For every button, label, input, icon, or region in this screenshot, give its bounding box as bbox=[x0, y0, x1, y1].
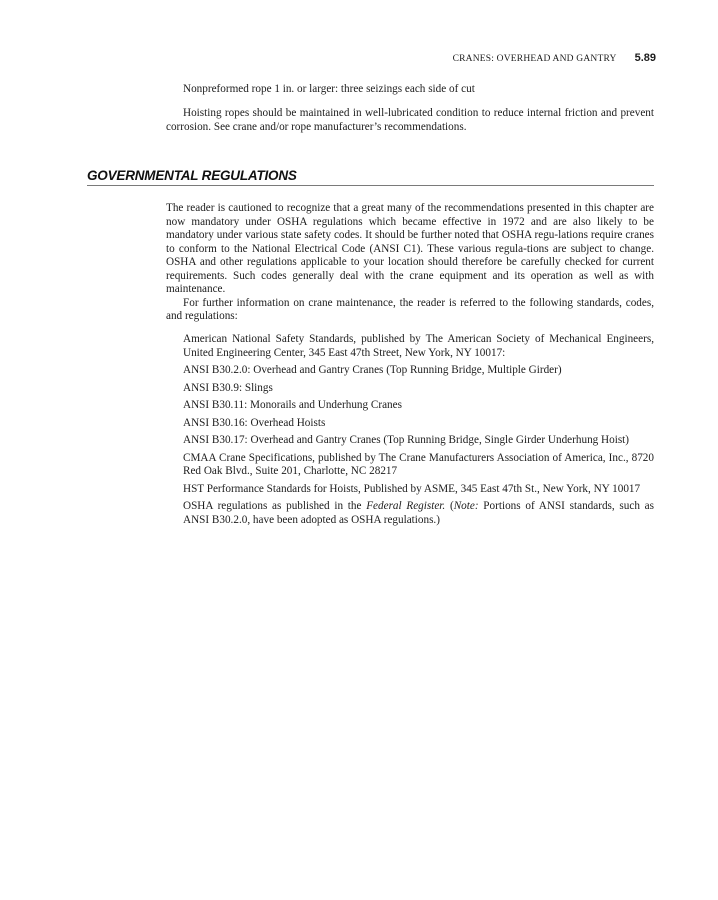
seizings-line: Nonpreformed rope 1 in. or larger: three seizings each side of cut bbox=[183, 83, 475, 95]
federal-register-title: Federal Register. bbox=[366, 500, 446, 512]
reference-item: ANSI B30.17: Overhead and Gantry Cranes (Top Running Bridge, Single Girder Underhung Hoist) bbox=[183, 434, 630, 446]
regulations-text bbox=[166, 202, 654, 324]
running-title: CRANES: OVERHEAD AND GANTRY bbox=[452, 54, 617, 64]
osha-note-text: Portions of ANSI standards, such as ANSI B30.2.0, have been adopted as OSHA regulations.) bbox=[183, 500, 655, 526]
running-header bbox=[420, 52, 656, 64]
reference-item: ANSI B30.2.0: Overhead and Gantry Cranes (Top Running Bridge, Multiple Girder) bbox=[183, 364, 562, 376]
reference-item: ANSI B30.11: Monorails and Underhung Cranes bbox=[183, 399, 402, 411]
further-info-paragraph: For further information on crane maintenance, the reader is referred to the following standards, codes, and regulations: bbox=[166, 296, 654, 322]
osha-lead: OSHA regulations as published in the bbox=[183, 500, 367, 512]
page-number: 5.89 bbox=[634, 52, 656, 64]
reference-item: HST Performance Standards for Hoists, Published by ASME, 345 East 47th St., New York, NY 10017 bbox=[183, 482, 641, 495]
section-heading-rule bbox=[87, 168, 654, 186]
osha-reference bbox=[183, 500, 654, 527]
osha-space: ( bbox=[445, 500, 454, 512]
section-heading: GOVERNMENTAL REGULATIONS bbox=[87, 168, 297, 183]
reference-list bbox=[183, 333, 654, 531]
reference-item: CMAA Crane Specifications, published by The Crane Manufacturers Association of America, Inc., 8720 Red Oak Blvd., Suite 201, Charlotte, NC 28217 bbox=[183, 451, 654, 477]
hoisting-paragraph: Hoisting ropes should be maintained in well-lubricated condition to reduce internal friction and prevent corrosion. See crane and/or rope manufacturer’s recommendations. bbox=[166, 107, 654, 133]
note-label: Note: bbox=[453, 500, 479, 512]
reference-item: ANSI B30.16: Overhead Hoists bbox=[183, 416, 326, 429]
caution-paragraph: The reader is cautioned to recognize that a great many of the recommendations presented in this chapter are now mandatory under OSHA regulations which became effective in 1972 and are also likely to be mandatory under various state safety codes. It should be further noted that OSHA regu-lations require cranes to conform to the National Electrical Code (ANSI C1). These various regula-tions are subject to change. OSHA and other regulations applicable to your location should therefore be carefully checked for current requirements. Such codes generally deal with the crane equipment and its operation as well as with maintenance. bbox=[166, 202, 654, 295]
reference-item: American National Safety Standards, published by The American Society of Mechanical Engineers, United Engineering Center, 345 East 47th Street, New York, NY 10017: bbox=[183, 333, 654, 359]
reference-item: ANSI B30.9: Slings bbox=[183, 381, 273, 394]
